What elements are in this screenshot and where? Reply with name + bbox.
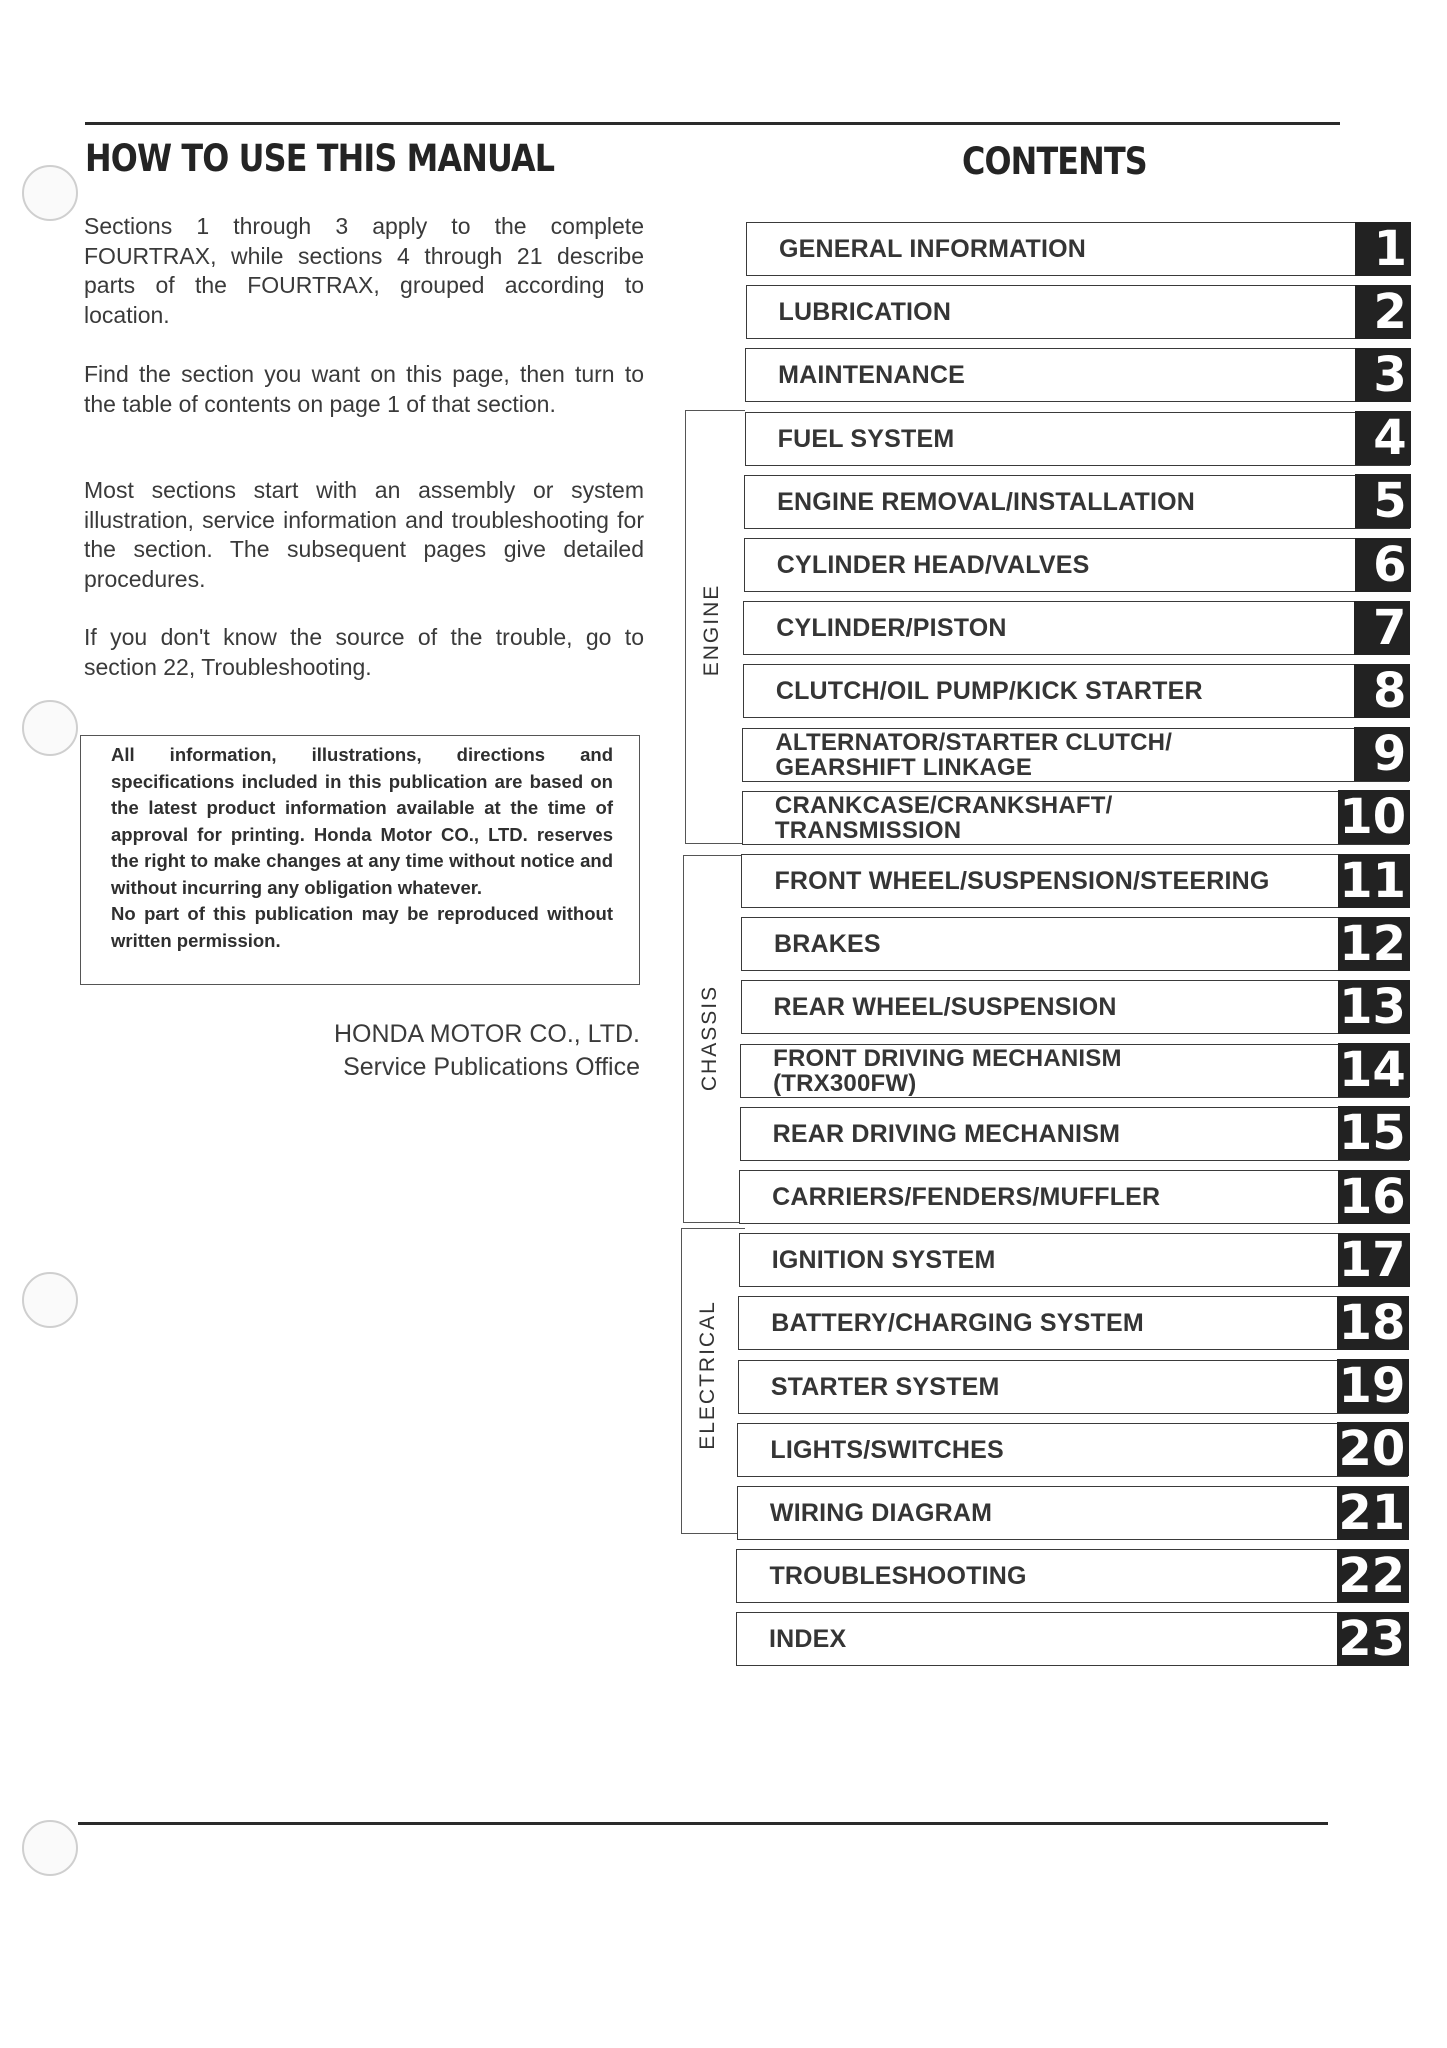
toc-section-number: 11 — [1338, 854, 1410, 908]
electrical-group-label: ELECTRICAL — [696, 1300, 719, 1450]
toc-section-label: CYLINDER/PISTON — [776, 614, 1007, 643]
toc-section-number: 13 — [1338, 980, 1410, 1034]
toc-section-number: 18 — [1337, 1296, 1409, 1350]
toc-section-5[interactable] — [744, 475, 1409, 529]
toc-section-number: 19 — [1337, 1359, 1409, 1413]
toc-section-number: 4 — [1355, 411, 1411, 465]
toc-section-22[interactable] — [736, 1549, 1408, 1603]
toc-section-label: IGNITION SYSTEM — [771, 1246, 996, 1275]
toc-section-number: 23 — [1337, 1612, 1409, 1666]
chassis-group-label: CHASSIS — [698, 984, 721, 1092]
toc-section-16[interactable] — [739, 1170, 1408, 1224]
top-rule — [85, 122, 1340, 125]
toc-section-number: 14 — [1338, 1043, 1410, 1097]
intro-paragraph: Most sections start with an assembly or system illustration, service information and troubleshooting for the section. The subsequent pages give detailed procedures. — [84, 477, 644, 592]
toc-section-10[interactable] — [742, 791, 1409, 845]
notice-box — [80, 735, 640, 985]
toc-section-19[interactable] — [738, 1360, 1409, 1414]
toc-section-label: CARRIERS/FENDERS/MUFFLER — [772, 1183, 1161, 1211]
toc-section-13[interactable] — [741, 980, 1409, 1034]
toc-section-label: WIRING DIAGRAM — [769, 1499, 993, 1527]
toc-section-number: 3 — [1355, 348, 1411, 402]
toc-section-number: 17 — [1338, 1233, 1410, 1287]
toc-section-number: 16 — [1338, 1170, 1410, 1224]
toc-section-number: 21 — [1337, 1486, 1409, 1540]
toc-section-number: 9 — [1354, 727, 1410, 781]
toc-section-number: 15 — [1338, 1106, 1410, 1160]
toc-section-number: 22 — [1337, 1549, 1409, 1603]
toc-section-14[interactable] — [740, 1044, 1409, 1098]
binder-hole — [22, 1272, 78, 1328]
toc-section-number: 8 — [1354, 664, 1410, 718]
toc-section-number: 2 — [1355, 285, 1411, 339]
page-title: HOW TO USE THIS MANUAL — [85, 137, 555, 180]
binder-hole — [22, 700, 78, 756]
toc-section-label: REAR DRIVING MECHANISM — [772, 1119, 1121, 1148]
toc-section-label: INDEX — [769, 1625, 847, 1654]
publisher — [240, 1018, 640, 1084]
toc-section-label: CRANKCASE/CRANKSHAFT/ TRANSMISSION — [774, 791, 1113, 844]
toc-section-label: TROUBLESHOOTING — [769, 1562, 1027, 1591]
binder-hole — [22, 1820, 78, 1876]
toc-section-label: CLUTCH/OIL PUMP/KICK STARTER — [775, 677, 1203, 706]
toc-section-18[interactable] — [738, 1296, 1408, 1350]
toc-section-1[interactable] — [746, 222, 1410, 276]
toc-section-label: LUBRICATION — [778, 298, 952, 327]
toc-section-label: BATTERY/CHARGING SYSTEM — [771, 1309, 1144, 1338]
toc-section-6[interactable] — [744, 538, 1410, 592]
toc-section-label: STARTER SYSTEM — [770, 1372, 1000, 1401]
toc-section-number: 7 — [1354, 601, 1410, 655]
contents-title: CONTENTS — [962, 140, 1147, 183]
toc-section-label: LIGHTS/SWITCHES — [770, 1435, 1004, 1464]
toc-section-label: CYLINDER HEAD/VALVES — [776, 551, 1090, 579]
toc-section-label: ALTERNATOR/STARTER CLUTCH/ GEARSHIFT LINKAGE — [775, 728, 1173, 781]
toc-section-label: REAR WHEEL/SUSPENSION — [773, 993, 1117, 1022]
toc-section-17[interactable] — [739, 1233, 1409, 1287]
toc-section-20[interactable] — [737, 1423, 1408, 1477]
notice-text: All information, illustrations, directions and specifications included in this publication are based on the latest product information available at the time of approval for printing. Honda Motor CO., LTD. reserves the right to make changes at any time without notice and without incurring any obligation whatever. — [111, 744, 613, 898]
toc-section-label: FRONT WHEEL/SUSPENSION/STEERING — [774, 867, 1270, 895]
notice-text: No part of this publication may be reproduced without written permission. — [111, 903, 613, 951]
toc-section-9[interactable] — [742, 728, 1409, 782]
toc-section-label: ENGINE REMOVAL/INSTALLATION — [777, 487, 1196, 516]
toc-section-label: GENERAL INFORMATION — [779, 235, 1087, 263]
toc-section-number: 6 — [1355, 538, 1411, 592]
toc-section-label: BRAKES — [774, 930, 881, 959]
toc-section-number: 1 — [1355, 222, 1411, 276]
intro-paragraph: Sections 1 through 3 apply to the complete FOURTRAX, while sections 4 through 21 describe parts of the FOURTRAX, grouped according to location. — [84, 213, 644, 328]
binder-hole — [22, 165, 78, 221]
toc-section-number: 12 — [1338, 917, 1410, 971]
intro-paragraph: Find the section you want on this page, then turn to the table of contents on page 1 of that section. — [84, 361, 644, 417]
toc-section-number: 20 — [1337, 1422, 1409, 1476]
toc-section-15[interactable] — [740, 1107, 1409, 1161]
toc-section-label: FRONT DRIVING MECHANISM (TRX300FW) — [773, 1044, 1122, 1097]
toc-section-label: FUEL SYSTEM — [777, 424, 955, 453]
toc-section-number: 10 — [1338, 790, 1410, 844]
toc-section-label: MAINTENANCE — [778, 361, 965, 390]
toc-section-number: 5 — [1355, 474, 1411, 528]
toc-section-12[interactable] — [741, 917, 1409, 971]
publisher-office: Service Publications Office — [343, 1053, 640, 1081]
toc-section-11[interactable] — [741, 854, 1409, 908]
toc-section-3[interactable] — [745, 348, 1410, 402]
engine-group-label: ENGINE — [700, 583, 723, 677]
toc-section-23[interactable] — [736, 1612, 1408, 1666]
publisher-name: HONDA MOTOR CO., LTD. — [333, 1020, 640, 1048]
toc-section-7[interactable] — [743, 601, 1409, 655]
intro-paragraph: If you don't know the source of the trouble, go to section 22, Troubleshooting. — [84, 624, 644, 680]
toc-section-8[interactable] — [743, 664, 1410, 718]
toc-section-4[interactable] — [745, 412, 1410, 466]
toc-section-2[interactable] — [746, 285, 1410, 339]
toc-section-21[interactable] — [737, 1486, 1408, 1540]
bottom-rule — [78, 1822, 1328, 1825]
